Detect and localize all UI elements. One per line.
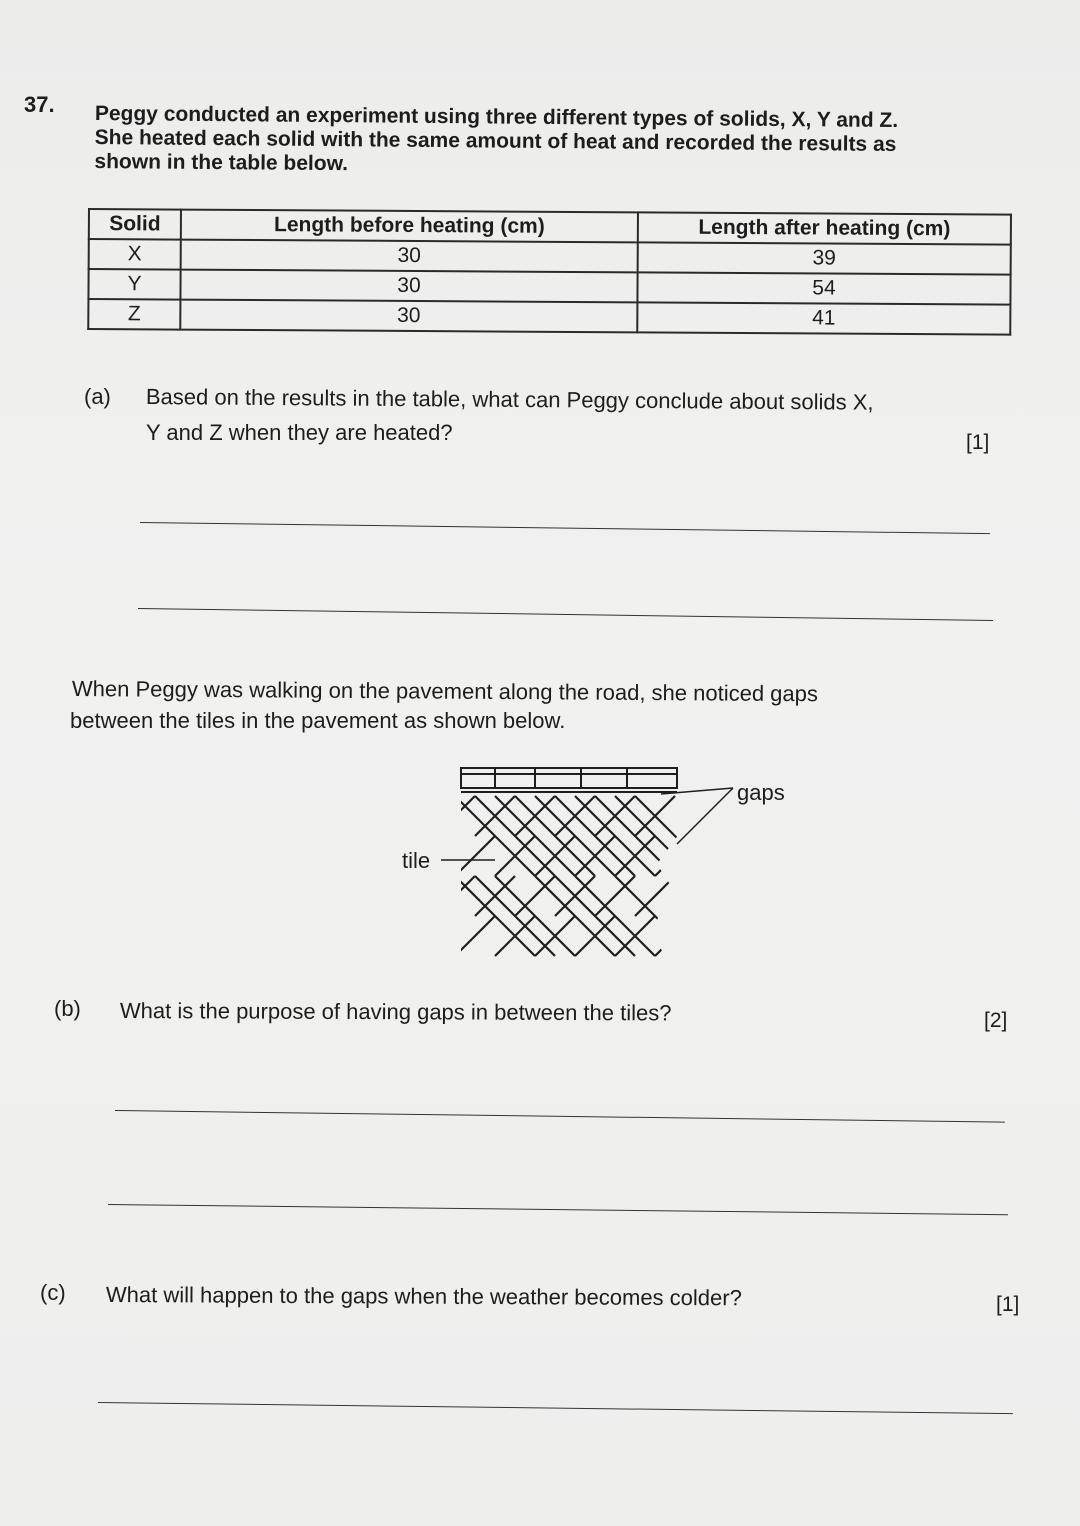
cell-solid: Y — [88, 269, 180, 300]
part-a-line-1: Based on the results in the table, what can Peggy conclude about solids X, — [145, 384, 874, 415]
part-b-label: (b) — [54, 996, 81, 1021]
cell-solid: Z — [88, 299, 180, 330]
header-length-before: Length before heating (cm) — [181, 210, 638, 243]
pavement-diagram — [395, 760, 815, 975]
pavement-line-1: When Peggy was walking on the pavement along the road, she noticed gaps — [71, 676, 819, 707]
intro-line-2: She heated each solid with the same amount of heat and recorded the results as — [94, 125, 897, 156]
pavement-line-2: between the tiles in the pavement as shown below. — [70, 708, 566, 733]
header-length-after: Length after heating (cm) — [638, 212, 1011, 244]
cell-solid: X — [89, 239, 181, 270]
cell-after: 41 — [637, 302, 1010, 334]
cell-after: 54 — [637, 272, 1010, 304]
table-row — [88, 299, 1010, 335]
cell-after: 39 — [638, 242, 1011, 274]
answer-line-b2[interactable] — [108, 1204, 1008, 1215]
header-solid: Solid — [89, 209, 181, 240]
part-a-label: (a) — [84, 384, 111, 409]
part-c-marks: [1] — [996, 1293, 1020, 1316]
part-b-question: What is the purpose of having gaps in between the tiles? — [119, 998, 672, 1026]
part-c-question: What will happen to the gaps when the weather becomes colder? — [105, 1282, 742, 1311]
intro-line-3: shown in the table below. — [94, 149, 349, 176]
answer-line-c1[interactable] — [98, 1402, 1013, 1414]
top-border-tiles — [461, 768, 677, 792]
results-table — [87, 208, 1012, 336]
cell-before: 30 — [180, 300, 637, 333]
intro-line-1: Peggy conducted an experiment using three different types of solids, X, Y and Z. — [94, 102, 899, 133]
answer-line-a1[interactable] — [140, 522, 990, 534]
herringbone-tiles — [435, 796, 715, 956]
answer-line-b1[interactable] — [115, 1110, 1005, 1123]
part-b-marks: [2] — [984, 1009, 1008, 1032]
part-a-marks: [1] — [966, 431, 990, 454]
part-a-line-2: Y and Z when they are heated? — [146, 420, 453, 445]
answer-line-a2[interactable] — [138, 608, 993, 621]
cell-before: 30 — [180, 270, 637, 303]
question-number: 37. — [24, 92, 55, 117]
gaps-pointer-2 — [677, 788, 733, 844]
tile-label: tile — [402, 848, 431, 873]
part-c-label: (c) — [40, 1280, 66, 1305]
gaps-label: gaps — [737, 780, 785, 805]
question-intro — [94, 102, 1005, 182]
cell-before: 30 — [181, 240, 638, 273]
